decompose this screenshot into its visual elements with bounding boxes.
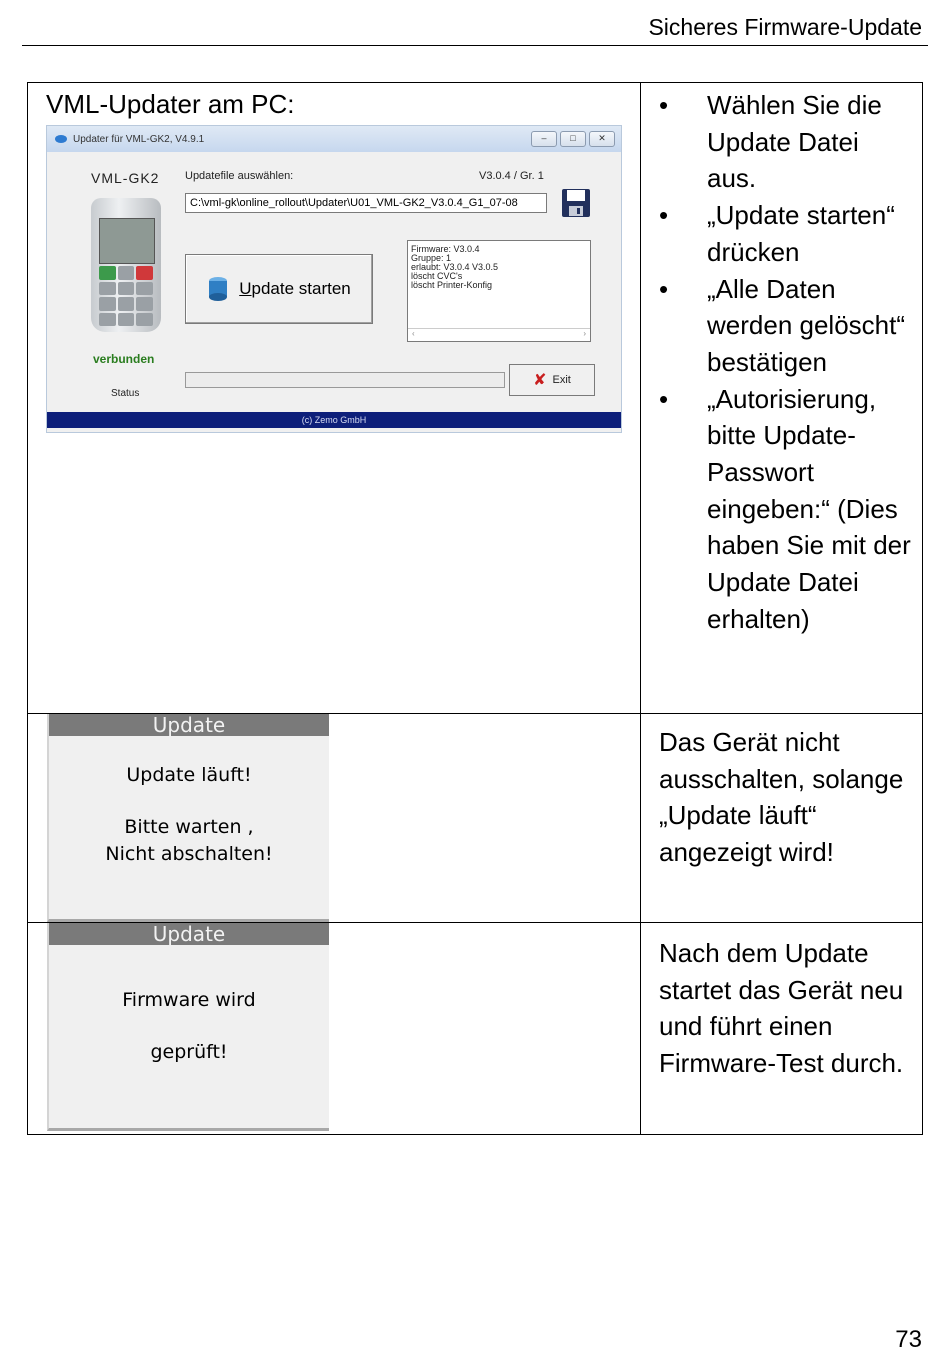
progress-bar bbox=[185, 372, 505, 388]
update-running-panel bbox=[47, 714, 329, 922]
instruction-text: Das Gerät nicht ausschalten, solange „Update läuft“ angezeigt wird! bbox=[659, 727, 904, 868]
maximize-button[interactable]: □ bbox=[560, 131, 586, 147]
window-title: Updater für VML-GK2, V4.9.1 bbox=[73, 133, 205, 145]
connection-status: verbunden bbox=[93, 352, 155, 366]
panel-body bbox=[49, 945, 329, 1128]
instruction-text: Nach dem Update startet das Gerät neu und führt einen Firmware-Test durch. bbox=[659, 938, 904, 1079]
info-line: löscht CVC's bbox=[411, 271, 463, 281]
save-button[interactable] bbox=[561, 188, 591, 218]
table-row bbox=[28, 923, 923, 1135]
update-start-button[interactable] bbox=[185, 254, 373, 324]
copyright-footer: (c) Zemo GmbH bbox=[47, 412, 621, 428]
text-cell bbox=[641, 923, 923, 1135]
info-line: löscht Printer-Konfig bbox=[411, 280, 493, 290]
table-row bbox=[28, 714, 923, 923]
page-number: 73 bbox=[895, 1326, 922, 1353]
minimize-button[interactable]: – bbox=[531, 131, 557, 147]
list-item: • „Update starten“ drücken bbox=[659, 197, 914, 270]
exit-button[interactable] bbox=[509, 364, 595, 396]
device-title: VML-GK2 bbox=[91, 170, 160, 186]
table-row bbox=[28, 83, 923, 714]
panel-message: Firmware wird bbox=[122, 989, 256, 1011]
scroll-right-icon[interactable]: › bbox=[583, 329, 586, 338]
floppy-disk-icon bbox=[561, 188, 591, 218]
version-label: V3.0.4 / Gr. 1 bbox=[479, 170, 544, 182]
close-button[interactable]: ✕ bbox=[589, 131, 615, 147]
info-line: erlaubt: V3.0.4 V3.0.5 bbox=[411, 262, 499, 272]
device-keypad bbox=[99, 266, 153, 326]
instruction-table bbox=[27, 82, 923, 1135]
panel-cell bbox=[28, 923, 641, 1135]
header-rule bbox=[22, 45, 928, 46]
list-item: • Wählen Sie die Update Datei aus. bbox=[659, 87, 914, 197]
steps-cell bbox=[641, 83, 923, 714]
panel-title: Update bbox=[49, 923, 329, 945]
text-cell bbox=[641, 714, 923, 923]
list-item: • „Alle Daten werden gelöscht“ bestätigen bbox=[659, 271, 914, 381]
screenshot-cell bbox=[28, 83, 641, 714]
window-controls bbox=[531, 131, 615, 147]
firmware-info-box[interactable] bbox=[407, 240, 591, 342]
panel-message: Update läuft! bbox=[126, 764, 252, 786]
horizontal-scrollbar[interactable] bbox=[408, 328, 590, 341]
panel-title: Update bbox=[49, 714, 329, 736]
scroll-left-icon[interactable]: ‹ bbox=[412, 329, 415, 338]
update-cylinder-icon bbox=[207, 276, 229, 302]
panel-body bbox=[49, 736, 329, 919]
device-image bbox=[91, 198, 161, 332]
panel-message: geprüft! bbox=[150, 1041, 228, 1063]
page-header-title: Sicheres Firmware-Update bbox=[648, 14, 922, 40]
panel-cell bbox=[28, 714, 641, 923]
info-line: Firmware: V3.0.4 bbox=[411, 244, 480, 254]
firmware-check-panel bbox=[47, 923, 329, 1131]
panel-message: Nicht abschalten! bbox=[105, 843, 273, 865]
list-item: • „Autorisierung, bitte Update-Passwort eingeben:“ (Dies haben Sie mit der Update Datei erhalten) bbox=[659, 381, 914, 638]
file-select-label: Updatefile auswählen: bbox=[185, 170, 294, 182]
update-start-label: Update starten bbox=[239, 279, 351, 298]
status-label: Status bbox=[111, 388, 140, 399]
panel-message: Bitte warten , bbox=[124, 816, 254, 838]
app-icon bbox=[55, 135, 67, 143]
updater-window bbox=[46, 125, 622, 433]
exit-icon: ✘ bbox=[533, 372, 547, 389]
info-line: Gruppe: 1 bbox=[411, 253, 452, 263]
pc-updater-label: VML-Updater am PC: bbox=[46, 89, 295, 119]
exit-label: Exit bbox=[552, 374, 571, 386]
file-path-input[interactable] bbox=[185, 193, 547, 213]
device-screen bbox=[99, 218, 155, 264]
step-list bbox=[641, 83, 922, 638]
